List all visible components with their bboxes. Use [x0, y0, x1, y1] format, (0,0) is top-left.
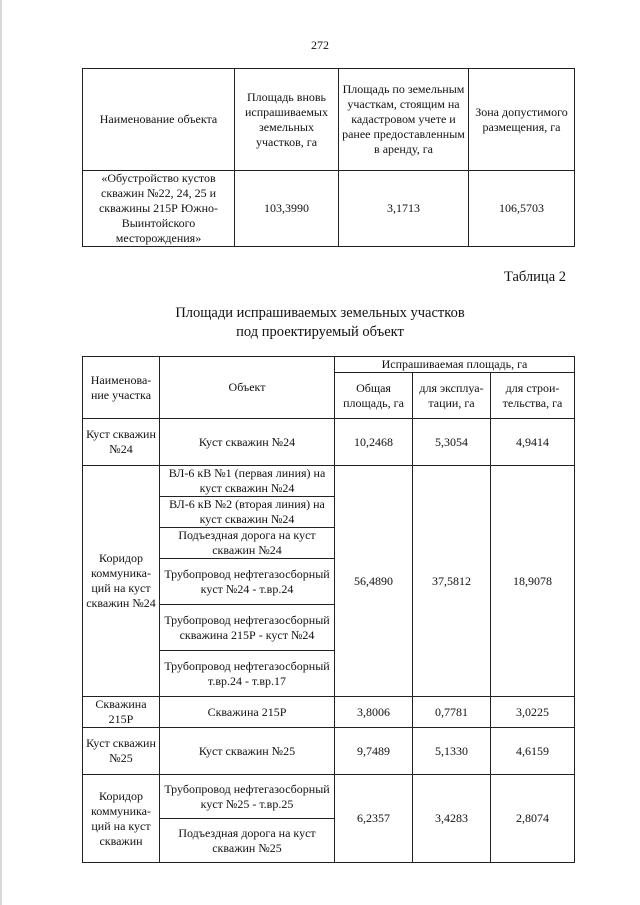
- header-exploitation: для эксплуа-тации, га: [413, 373, 491, 419]
- object-cell: Куст скважин №25: [160, 728, 335, 775]
- title-line-2: под проектируемый объект: [236, 324, 404, 340]
- header-zone: Зона допустимого размещения, га: [469, 69, 575, 171]
- total-area-cell: 9,7489: [335, 728, 413, 775]
- page-number: 272: [311, 38, 329, 52]
- object-cell: Куст скважин №24: [160, 419, 335, 466]
- requested-areas-table: [82, 356, 575, 863]
- table-row: [83, 419, 575, 466]
- construction-cell: 3,0225: [491, 697, 575, 728]
- header-new-area: Площадь вновь испрашиваемых земельных участков, га: [235, 69, 339, 171]
- table-row: [83, 466, 575, 497]
- construction-cell: 4,9414: [491, 419, 575, 466]
- header-object-name: Наименование объекта: [83, 69, 235, 171]
- title-line-1: Площади испрашиваемых земельных участков: [175, 305, 465, 321]
- object-name-cell: «Обустройство кустов скважин №22, 24, 25 и скважины 215Р Южно-Выинтойского месторождения»: [83, 171, 235, 247]
- construction-cell: 18,9078: [491, 466, 575, 697]
- exploitation-cell: 5,1330: [413, 728, 491, 775]
- exploitation-cell: 0,7781: [413, 697, 491, 728]
- exploitation-cell: 3,4283: [413, 775, 491, 863]
- object-cell: Подъездная дорога на куст скважин №25: [160, 819, 335, 863]
- zone-cell: 106,5703: [469, 171, 575, 247]
- total-area-cell: 3,8006: [335, 697, 413, 728]
- header-total-area: Общая площадь, га: [335, 373, 413, 419]
- header-registered-area: Площадь по земельным участкам, стоящим на кадастровом учете и ранее предоставленным в аренду, га: [339, 69, 469, 171]
- total-area-cell: 10,2468: [335, 419, 413, 466]
- object-cell: Трубопровод нефтегазосборный куст №24 - т.вр.24: [160, 559, 335, 605]
- construction-cell: 2,8074: [491, 775, 575, 863]
- object-cell: Трубопровод нефтегазосборный скважина 215Р - куст №24: [160, 605, 335, 651]
- header-requested-area: Испрашиваемая площадь, га: [335, 357, 575, 373]
- object-cell: Скважина 215Р: [160, 697, 335, 728]
- registered-area-cell: 3,1713: [339, 171, 469, 247]
- exploitation-cell: 5,3054: [413, 419, 491, 466]
- table-row: [83, 775, 575, 819]
- table-row: [83, 728, 575, 775]
- plot-name-cell: Куст скважин №25: [83, 728, 160, 775]
- total-area-cell: 56,4890: [335, 466, 413, 697]
- object-cell: Подъездная дорога на куст скважин №24: [160, 528, 335, 559]
- table-number: Таблица 2: [503, 269, 566, 285]
- plot-name-cell: Коридор коммуника-ций на куст скважин №24: [83, 466, 160, 697]
- plot-name-cell: Куст скважин №24: [83, 419, 160, 466]
- new-area-cell: 103,3990: [235, 171, 339, 247]
- construction-cell: 4,6159: [491, 728, 575, 775]
- plot-name-cell: Коридор коммуника-ций на куст скважин: [83, 775, 160, 863]
- header-plot-name: Наименова-ние участка: [83, 357, 160, 419]
- object-cell: Трубопровод нефтегазосборный т.вр.24 - т.вр.17: [160, 651, 335, 697]
- table-row: [83, 697, 575, 728]
- exploitation-cell: 37,5812: [413, 466, 491, 697]
- header-object: Объект: [160, 357, 335, 419]
- object-cell: ВЛ-6 кВ №2 (вторая линия) на куст скважин №24: [160, 497, 335, 528]
- header-construction: для строи-тельства, га: [491, 373, 575, 419]
- plot-name-cell: Скважина 215Р: [83, 697, 160, 728]
- object-cell: ВЛ-6 кВ №1 (первая линия) на куст скважин №24: [160, 466, 335, 497]
- object-cell: Трубопровод нефтегазосборный куст №25 - т.вр.25: [160, 775, 335, 819]
- total-area-cell: 6,2357: [335, 775, 413, 863]
